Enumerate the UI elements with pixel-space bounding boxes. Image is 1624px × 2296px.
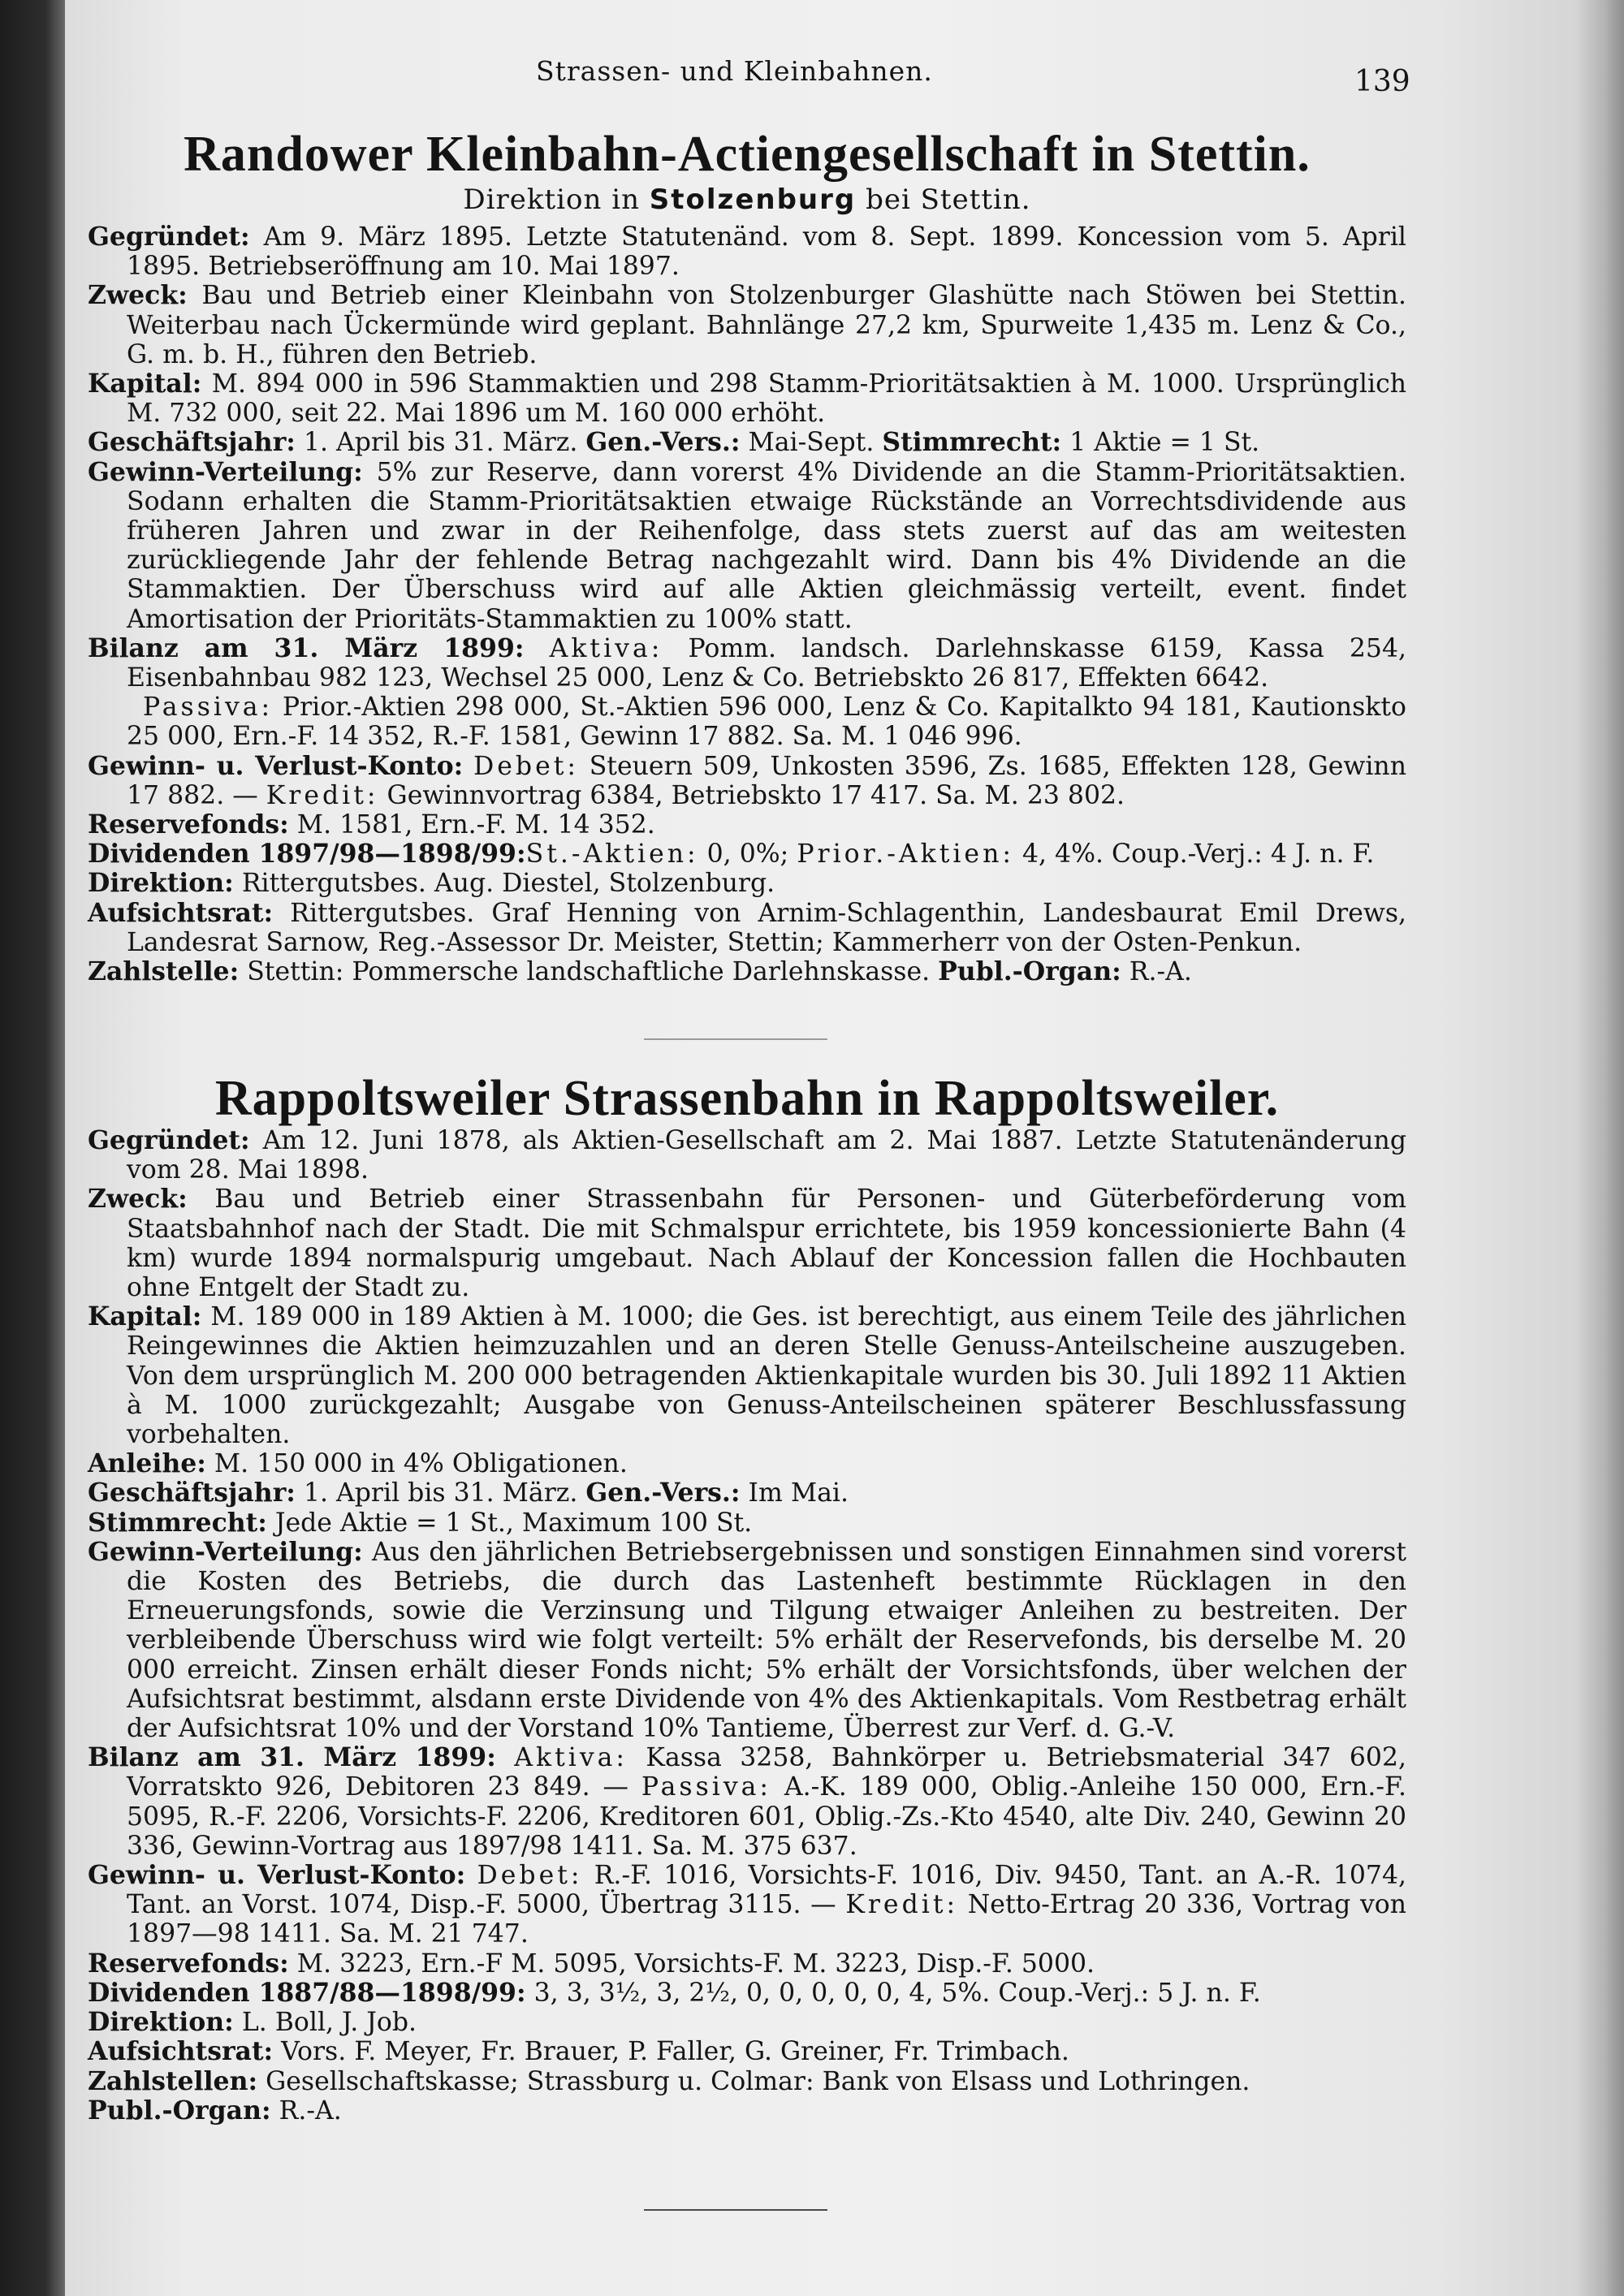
entry-text: M. 1581, Ern.-F. M. 14 352. <box>288 810 655 840</box>
subtitle-prefix: Direktion in <box>463 183 640 216</box>
entry-key: Direktion: <box>88 868 234 899</box>
entry-key: Reservefonds: <box>88 1948 289 1979</box>
running-head: Strassen- und Kleinbahnen. <box>536 55 933 87</box>
entry-key: Gewinn-Verteilung: <box>88 1536 363 1567</box>
entry-fiscal-year <box>88 428 1406 457</box>
entry-key: Reservefonds: <box>88 809 289 840</box>
company-entries <box>88 222 1406 986</box>
entry-key: Geschäftsjahr: <box>88 1478 296 1508</box>
company-title: Randower Kleinbahn-Actiengesellschaft in Stettin. <box>184 127 1311 182</box>
entry-key: Gen.-Vers.: <box>585 1478 741 1508</box>
entry-key: Gegründet: <box>88 1125 250 1155</box>
entry-profit-distribution <box>88 1538 1406 1743</box>
entry-key: Aufsichtsrat: <box>88 2036 274 2067</box>
entry-text: 0, 0%; <box>698 839 789 870</box>
entry-text: Mai-Sept. <box>740 428 875 458</box>
subtitle-place: Stolzenburg <box>649 183 857 216</box>
entry-text: Gewinnvortrag 6384, Betriebskto 17 417. Sa. M. 23 802. <box>378 780 1125 810</box>
entry-publication-organ <box>88 2096 1406 2126</box>
entry-text: R.-F. 1016, Vorsichts-F. 1016, Div. 9450, Tant. an A.-R. 1074, Tant. an Vorst. 1074, Disp.-F. 5000, Übertrag 3115. — <box>127 1861 1407 1920</box>
entry-paying-offices <box>88 2067 1406 2096</box>
entry-dividends <box>88 839 1406 869</box>
entry-text: Kassa 3258, Bahnkörper u. Betriebsmaterial 347 602, Vorratskto 926, Debitoren 23 849. — <box>127 1743 1407 1802</box>
entry-supervisory-board <box>88 899 1406 957</box>
entry-text: Stettin: Pommersche landschaftliche Darlehnskasse. <box>239 957 931 987</box>
entry-text: Aus den jährlichen Betriebsergebnissen und sonstigen Einnahmen sind vorerst die Kosten des Betriebs, die durch das Lastenheft bestimmte Rücklagen in den Erneuerungsfonds, sowie die Verzinsung und Tilgung etwaiger Anleihen zu bestreiten. Der verbleibende Überschuss wird wie folgt verteilt: 5% erhält der Reservefonds, bis derselbe M. 20 000 erreicht. Zinsen erhält dieser Fonds nicht; 5% erhält der Vorsichtsfonds, über welchen der Aufsichtsrat bestimmt, alsdann erste Dividende von 4% des Aktienkapitals. Vom Restbetrag erhält der Aufsichtsrat 10% und der Vorstand 10% Tantieme, Überrest zur Verf. d. G.-V. <box>127 1537 1406 1744</box>
entry-key: Zahlstelle: <box>88 956 240 987</box>
entry-loan <box>88 1449 1406 1478</box>
entry-capital <box>88 369 1406 428</box>
entry-key: Kapital: <box>88 1301 202 1332</box>
entry-key: Zahlstellen: <box>88 2065 258 2096</box>
entry-key: Bilanz am 31. März 1899: <box>88 1742 496 1773</box>
entry-key: Gewinn-Verteilung: <box>88 456 363 487</box>
entry-management <box>88 2008 1406 2037</box>
entry-key: Kapital: <box>88 369 202 399</box>
company-subtitle <box>89 183 1405 216</box>
entry-key: Gegründet: <box>88 222 250 252</box>
entry-key: Aufsichtsrat: <box>88 897 274 928</box>
entry-label: Aktiva: <box>514 1743 628 1773</box>
entry-text: Prior.-Aktien 298 000, St.-Aktien 596 000, Lenz & Co. Kapitalkto 94 181, Kautionskto 25 000, Ern.-F. 14 352, R.-F. 1581, Gewinn 17 882. Sa. M. 1 046 996. <box>127 693 1406 752</box>
entry-label: St.-Aktien: <box>525 839 699 870</box>
entry-key: Gewinn- u. Verlust-Konto: <box>88 1860 466 1891</box>
entry-text: L. Boll, J. Job. <box>233 2008 417 2038</box>
entry-label: Kredit: <box>845 1890 959 1920</box>
entry-key: Publ.-Organ: <box>938 956 1121 987</box>
entry-text: Rittergutsbes. Graf Henning von Arnim-Schlagenthin, Landesbaurat Emil Drews, Landesrat Sarnow, Reg.-Assessor Dr. Meister, Stettin; Kammerherr von der Osten-Penkun. <box>127 898 1406 957</box>
company-entries <box>88 1126 1406 2126</box>
entry-text: Im Mai. <box>740 1478 849 1508</box>
entry-text: Netto-Ertrag 20 336, Vortrag von 1897—98 1411. Sa. M. 21 747. <box>127 1890 1406 1949</box>
entry-key: Zweck: <box>88 1184 188 1215</box>
entry-text: Gesellschaftskasse; Strassburg u. Colmar: Bank von Elsass und Lothringen. <box>257 2066 1250 2096</box>
entry-profit-loss <box>88 1861 1406 1949</box>
entry-paying-office <box>88 957 1406 986</box>
entry-text: Rittergutsbes. Aug. Diestel, Stolzenburg. <box>233 869 775 899</box>
entry-label: Passiva: <box>641 1772 772 1802</box>
entry-text: Vors. F. Meyer, Fr. Brauer, P. Faller, G. Greiner, Fr. Trimbach. <box>273 2037 1069 2067</box>
entry-text: 3, 3, 3½, 3, 2½, 0, 0, 0, 0, 0, 4, 5%. Coup.-Verj.: 5 J. n. F. <box>525 1978 1261 2008</box>
entry-text: A.-K. 189 000, Oblig.-Anleihe 150 000, Ern.-F. 5095, R.-F. 2206, Vorsichts-F. 2206, Kreditoren 601, Oblig.-Zs.-Kto 4540, alte Div. 240, Gewinn 20 336, Gewinn-Vortrag aus 1897/98 1411. Sa. M. 375 637. <box>127 1772 1407 1861</box>
entry-purpose <box>88 281 1406 369</box>
entry-capital <box>88 1302 1406 1449</box>
entry-purpose <box>88 1185 1406 1302</box>
section-divider <box>644 2209 827 2211</box>
entry-key: Dividenden 1897/98—1898/99: <box>88 839 526 870</box>
entry-text: M. 189 000 in 189 Aktien à M. 1000; die Ges. ist berechtigt, aus einem Teile des jährlichen Reingewinnes die Aktien heimzuzahlen und an deren Stelle Genuss-Anteilscheine auszugeben. Von dem ursprünglich M. 200 000 betragenden Aktienkapitale wurden bis 30. Juli 1892 11 Aktien à M. 1000 zurückgezahlt; Ausgabe von Genuss-Anteilscheinen späterer Beschlussfassung vorbehalten. <box>127 1302 1406 1450</box>
entry-label: Kredit: <box>266 780 379 810</box>
entry-key: Dividenden 1887/88—1898/99: <box>88 1977 526 2008</box>
entry-key: Anleihe: <box>88 1448 206 1479</box>
subtitle-suffix: bei Stettin. <box>866 183 1031 216</box>
entry-founded <box>88 222 1406 281</box>
entry-text: Am 9. März 1895. Letzte Statutenänd. vom 8. Sept. 1899. Koncession vom 5. April 1895. Betriebseröffnung am 10. Mai 1897. <box>127 222 1406 282</box>
entry-reserve <box>88 810 1406 839</box>
entry-reserve <box>88 1949 1406 1979</box>
entry-profit-distribution <box>88 458 1406 634</box>
entry-supervisory-board <box>88 2037 1406 2066</box>
entry-balance <box>88 1743 1406 1861</box>
entry-key: Gen.-Vers.: <box>585 427 741 458</box>
entry-text: 1. April bis 31. März. <box>295 1478 578 1508</box>
entry-fiscal-year <box>88 1478 1406 1508</box>
entry-text: 4, 4%. Coup.-Verj.: 4 J. n. F. <box>1013 839 1375 870</box>
entry-label: Prior.-Aktien: <box>797 839 1014 870</box>
entry-label: Aktiva: <box>549 633 663 663</box>
entry-key: Bilanz am 31. März 1899: <box>88 632 525 663</box>
entry-key: Publ.-Organ: <box>88 2095 271 2126</box>
entry-label: Debet: <box>477 1861 583 1891</box>
entry-text: 1 Aktie = 1 St. <box>1061 428 1260 458</box>
entry-text: 5% zur Reserve, dann vorerst 4% Dividende an die Stamm-Prioritätsaktien. Sodann erhalten die Stamm-Prioritätsaktien etwaige Rückstände an Vorrechtsdividende aus früheren Jahren und zwar in der Reihenfolge, dass stets zuerst auf das am weitesten zurückliegende Jahr der fehlende Betrag nachgezahlt wird. Dann bis 4% Dividende an die Stammaktien. Der Überschuss wird auf alle Aktien gleichmässig verteilt, event. findet Amortisation der Prioritäts-Stammaktien zu 100% statt. <box>127 457 1406 634</box>
entry-balance <box>88 634 1406 752</box>
entry-key: Stimmrecht: <box>88 1507 267 1538</box>
entry-key: Geschäftsjahr: <box>88 427 296 458</box>
entry-management <box>88 869 1406 898</box>
entry-text: M. 150 000 in 4% Obligationen. <box>205 1449 628 1479</box>
entry-text: Pomm. landsch. Darlehnskasse 6159, Kassa 254, Eisenbahnbau 982 123, Wechsel 25 000, Lenz & Co. Betriebskto 26 817, Effekten 6642. <box>127 633 1407 693</box>
section-divider <box>644 1038 827 1040</box>
entry-text: Bau und Betrieb einer Kleinbahn von Stolzenburger Glashütte nach Stöwen bei Stettin. Weiterbau nach Ückermünde wird geplant. Bahnlänge 27,2 km, Spurweite 1,435 m. Lenz & Co., G. m. b. H., führen den Betrieb. <box>127 281 1406 369</box>
entry-profit-loss <box>88 752 1406 810</box>
entry-voting-right <box>88 1508 1406 1538</box>
entry-dividends <box>88 1979 1406 2008</box>
entry-text: M. 894 000 in 596 Stammaktien und 298 Stamm-Prioritätsaktien à M. 1000. Ursprünglich M. 732 000, seit 22. Mai 1896 um M. 160 000 erhöht. <box>127 369 1406 429</box>
book-binding-edge <box>0 0 65 2296</box>
entry-text: Jede Aktie = 1 St., Maximum 100 St. <box>266 1508 753 1538</box>
entry-text: R.-A. <box>270 2095 342 2126</box>
company-title: Rappoltsweiler Strassenbahn in Rappoltsweiler. <box>214 1071 1280 1126</box>
entry-text: Steuern 509, Unkosten 3596, Zs. 1685, Effekten 128, Gewinn 17 882. — <box>127 751 1407 810</box>
entry-text: Bau und Betrieb einer Strassenbahn für Personen- und Güterbeförderung vom Staatsbahnhof nach der Stadt. Die mit Schmalspur errichtete, bis 1959 koncessionierte Bahn (4 km) wurde 1894 normalspurig umgebaut. Nach Ablauf der Koncession fallen die Hochbauten ohne Entgelt der Stadt zu. <box>127 1185 1406 1303</box>
entry-text: Am 12. Juni 1878, als Aktien-Gesellschaft am 2. Mai 1887. Letzte Statutenänderung vom 28. Mai 1898. <box>127 1126 1406 1185</box>
entry-text: 1. April bis 31. März. <box>295 428 578 458</box>
entry-founded <box>88 1126 1406 1185</box>
page-number: 139 <box>1354 65 1410 98</box>
page-shadow <box>1575 0 1624 2296</box>
entry-key: Gewinn- u. Verlust-Konto: <box>88 750 464 781</box>
entry-key: Stimmrecht: <box>882 427 1062 458</box>
entry-key: Zweck: <box>88 280 188 311</box>
entry-text: M. 3223, Ern.-F M. 5095, Vorsichts-F. M. 3223, Disp.-F. 5000. <box>288 1949 1095 1979</box>
entry-label: Passiva: <box>143 693 274 723</box>
entry-label: Debet: <box>473 751 580 781</box>
entry-key: Direktion: <box>88 2007 234 2038</box>
entry-text: R.-A. <box>1121 957 1192 987</box>
